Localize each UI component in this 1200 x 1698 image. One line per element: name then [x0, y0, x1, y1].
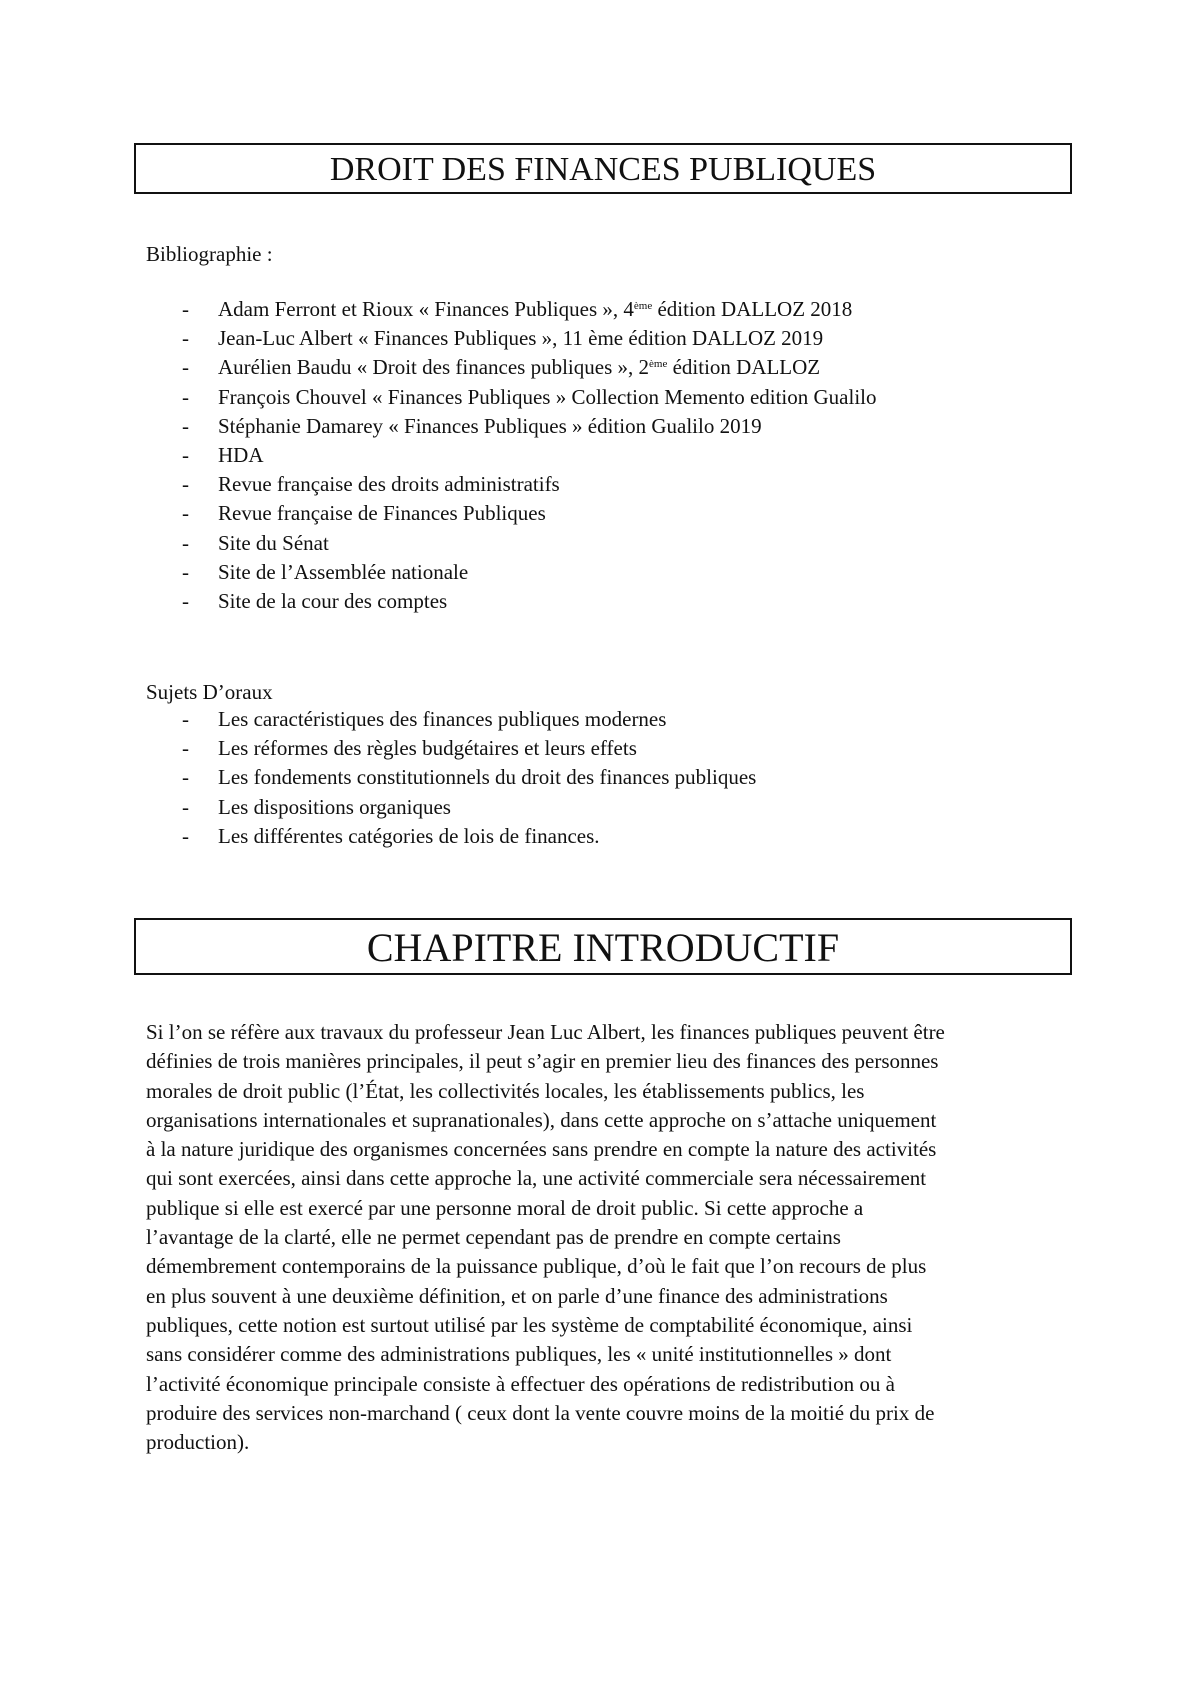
bibliography-text: Revue française des droits administratifs [218, 472, 560, 497]
bibliography-item [182, 529, 877, 558]
superscript: ème [649, 358, 668, 371]
oral-topics-label: Sujets D’oraux [146, 680, 273, 704]
oral-topics-list [182, 705, 756, 851]
list-dash: - [182, 442, 189, 467]
bibliography-label: Bibliographie : [146, 242, 273, 266]
oral-topic-text: Les caractéristiques des finances publiques modernes [218, 707, 667, 731]
bibliography-item [182, 470, 877, 499]
bibliography-text-rest: édition DALLOZ [667, 355, 821, 380]
list-dash: - [182, 326, 189, 351]
superscript: ème [633, 300, 653, 312]
bibliography-text: François Chouvel « Finances Publiques » Collection Memento edition Gualilo [218, 384, 877, 409]
bibliography-item [182, 295, 877, 324]
list-dash: - [182, 736, 189, 761]
list-dash: - [182, 794, 189, 819]
oral-topic-text: Les réformes des règles budgétaires et leurs effets [218, 736, 637, 761]
oral-topic-item [182, 763, 756, 792]
paragraph-line: morales de droit public (l’État, les collectivités locales, les établissements publics, les [146, 1078, 865, 1103]
bibliography-text: Site de l’Assemblée nationale [218, 559, 469, 584]
bibliography-text: Stéphanie Damarey « Finances Publiques » édition Gualilo 2019 [218, 413, 762, 438]
list-dash: - [182, 413, 189, 438]
list-dash: - [182, 501, 189, 526]
oral-topic-item [182, 734, 756, 763]
paragraph-line: publique si elle est exercé par une personne moral de droit public. Si cette approche a [146, 1195, 864, 1220]
list-dash: - [182, 472, 189, 497]
oral-topic-item [182, 705, 756, 734]
bibliography-item [182, 499, 877, 528]
paragraph-line: production). [146, 1430, 250, 1455]
paragraph-line: Si l’on se réfère aux travaux du professeur Jean Luc Albert, les finances publiques peuvent être [146, 1020, 945, 1044]
list-dash: - [182, 823, 189, 848]
bibliography-item [182, 587, 877, 616]
list-dash: - [182, 765, 189, 790]
bibliography-list [182, 295, 877, 616]
paragraph-line: démembrement contemporains de la puissance publique, d’où le fait que l’on recours de plus [146, 1254, 927, 1279]
paragraph-line: qui sont exercées, ainsi dans cette approche la, une activité commerciale sera nécessairement [146, 1166, 927, 1191]
list-dash: - [182, 384, 189, 409]
oral-topic-item [182, 822, 756, 851]
document-title: DROIT DES FINANCES PUBLIQUES [134, 143, 1072, 194]
bibliography-item [182, 324, 877, 353]
paragraph-line: l’activité économique principale consiste à effectuer des opérations de redistribution ou à [146, 1371, 895, 1396]
paragraph-line: en plus souvent à une deuxième définition, et on parle d’une finance des administrations [146, 1283, 888, 1308]
paragraph-line: organisations internationales et supranationales), dans cette approche on s’attache uniquement [146, 1107, 937, 1132]
bibliography-item [182, 412, 877, 441]
bibliography-item [182, 441, 877, 470]
paragraph-line: sans considérer comme des administrations publiques, les « unité institutionnelles » dont [146, 1342, 892, 1367]
list-dash: - [182, 530, 189, 555]
list-dash: - [182, 355, 189, 380]
bibliography-text: Adam Ferront et Rioux « Finances Publiques », 4 [218, 297, 634, 321]
bibliography-item [182, 353, 877, 382]
list-dash: - [182, 297, 189, 321]
paragraph-line: l’avantage de la clarté, elle ne permet cependant pas de prendre en compte certains [146, 1225, 841, 1250]
bibliography-text: Jean-Luc Albert « Finances Publiques », 11 ème édition DALLOZ 2019 [218, 326, 824, 351]
paragraph-line: définies de trois manières principales, il peut s’agir en premier lieu des finances des personnes [146, 1049, 939, 1074]
bibliography-text: Revue française de Finances Publiques [218, 501, 546, 526]
paragraph-line: à la nature juridique des organismes concernées sans prendre en compte la nature des activités [146, 1137, 937, 1162]
paragraph-line: publiques, cette notion est surtout utilisé par les système de comptabilité économique, ainsi [146, 1312, 913, 1337]
paragraph-line: produire des services non-marchand ( ceux dont la vente couvre moins de la moitié du prix de [146, 1400, 935, 1425]
oral-topic-text: Les dispositions organiques [218, 794, 451, 819]
bibliography-item [182, 558, 877, 587]
bibliography-item [182, 383, 877, 412]
oral-topic-item [182, 793, 756, 822]
bibliography-text: Aurélien Baudu « Droit des finances publiques », 2 [218, 355, 649, 380]
list-dash: - [182, 588, 189, 613]
intro-paragraph [146, 1018, 1066, 1457]
bibliography-text: HDA [218, 442, 264, 467]
bibliography-text: Site du Sénat [218, 530, 329, 555]
list-dash: - [182, 559, 189, 584]
oral-topic-text: Les fondements constitutionnels du droit des finances publiques [218, 765, 757, 790]
bibliography-text: Site de la cour des comptes [218, 588, 448, 613]
bibliography-text-rest: édition DALLOZ 2018 [652, 297, 853, 321]
chapter-title: CHAPITRE INTRODUCTIF [134, 918, 1072, 975]
list-dash: - [182, 707, 189, 731]
oral-topic-text: Les différentes catégories de lois de finances. [218, 823, 600, 848]
